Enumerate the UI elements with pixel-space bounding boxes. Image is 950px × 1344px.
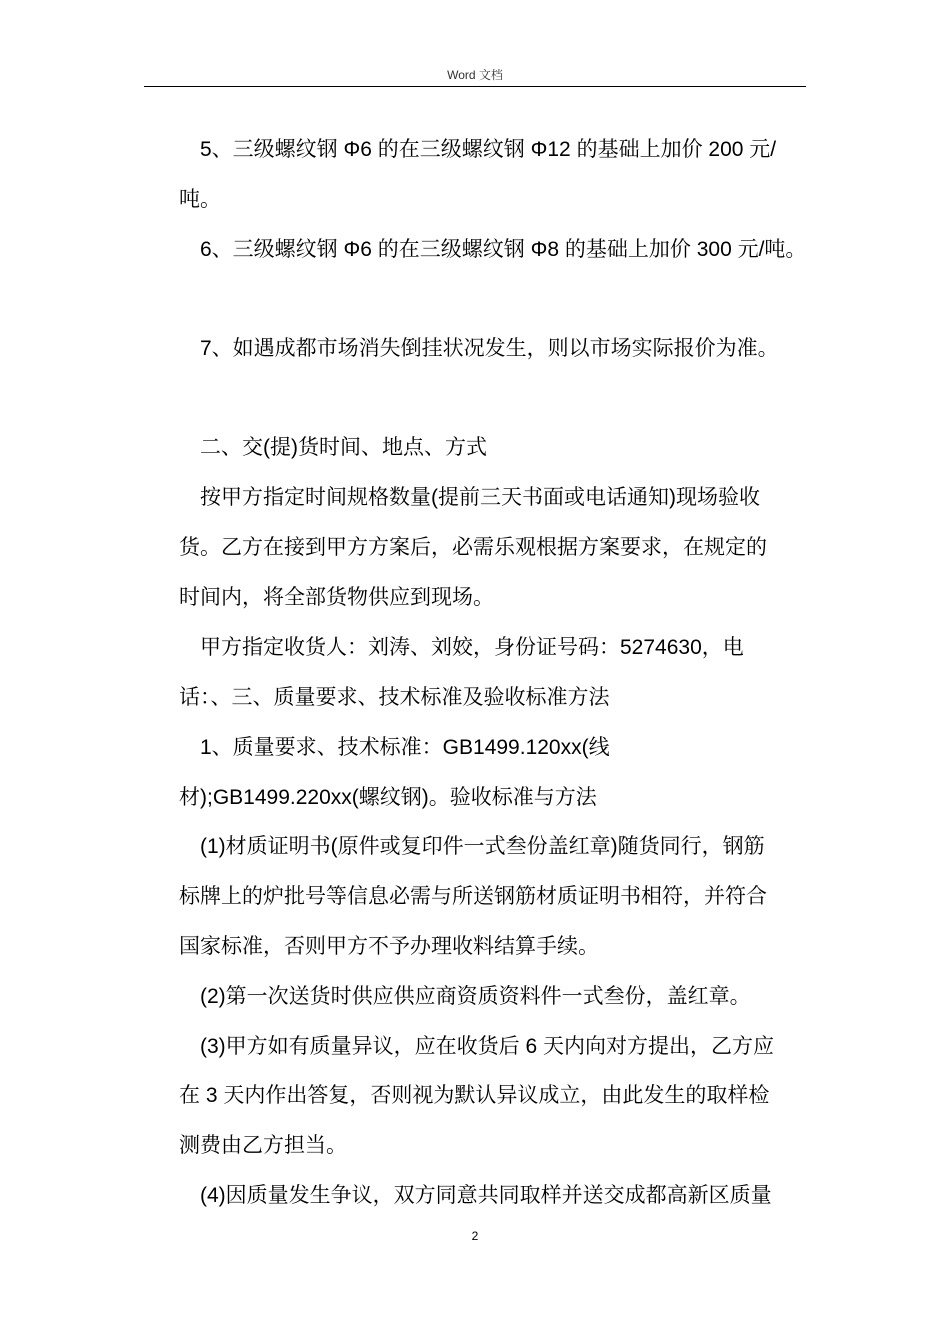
section-heading-2: 二、交(提)货时间、地点、方式 bbox=[200, 436, 487, 459]
page-number: 2 bbox=[471, 1229, 479, 1243]
body-line-19: 测费由乙方担当。 bbox=[179, 1134, 347, 1157]
body-line-8: 时间内，将全部货物供应到现场。 bbox=[179, 586, 494, 609]
body-line-10: 话：、三、质量要求、技术标准及验收标准方法 bbox=[179, 686, 610, 709]
body-line-16: (2)第一次送货时供应供应商资质资料件一式叁份，盖红章。 bbox=[200, 985, 751, 1008]
body-line-1: 5、三级螺纹钢 Φ6 的在三级螺纹钢 Φ12 的基础上加价 200 元/ bbox=[200, 138, 777, 161]
body-line-4: 7、如遇成都市场消失倒挂状况发生，则以市场实际报价为准。 bbox=[200, 337, 779, 360]
header-divider bbox=[144, 86, 806, 87]
body-line-17: (3)甲方如有质量异议，应在收货后 6 天内向对方提出，乙方应 bbox=[200, 1035, 775, 1058]
body-line-14: 标牌上的炉批号等信息必需与所送钢筋材质证明书相符，并符合 bbox=[179, 885, 767, 908]
body-line-2: 吨。 bbox=[179, 188, 221, 211]
body-line-12: 材);GB1499.220xx(螺纹钢)。验收标准与方法 bbox=[179, 786, 597, 809]
body-line-20: (4)因质量发生争议，双方同意共同取样并送交成都高新区质量 bbox=[200, 1184, 772, 1207]
body-line-13: (1)材质证明书(原件或复印件一式叁份盖红章)随货同行，钢筋 bbox=[200, 835, 765, 858]
document-header-title: Word 文档 bbox=[447, 68, 503, 82]
body-line-6: 按甲方指定时间规格数量(提前三天书面或电话通知)现场验收 bbox=[200, 486, 760, 509]
body-line-18: 在 3 天内作出答复，否则视为默认异议成立，由此发生的取样检 bbox=[179, 1084, 770, 1107]
body-line-15: 国家标准，否则甲方不予办理收料结算手续。 bbox=[179, 935, 599, 958]
body-line-3: 6、三级螺纹钢 Φ6 的在三级螺纹钢 Φ8 的基础上加价 300 元/吨。 bbox=[200, 238, 807, 261]
body-line-7: 货。乙方在接到甲方方案后，必需乐观根据方案要求，在规定的 bbox=[179, 536, 767, 559]
body-line-11: 1、质量要求、技术标准：GB1499.120xx(线 bbox=[200, 736, 610, 759]
body-line-9: 甲方指定收货人：刘涛、刘姣，身份证号码：5274630，电 bbox=[200, 636, 744, 659]
